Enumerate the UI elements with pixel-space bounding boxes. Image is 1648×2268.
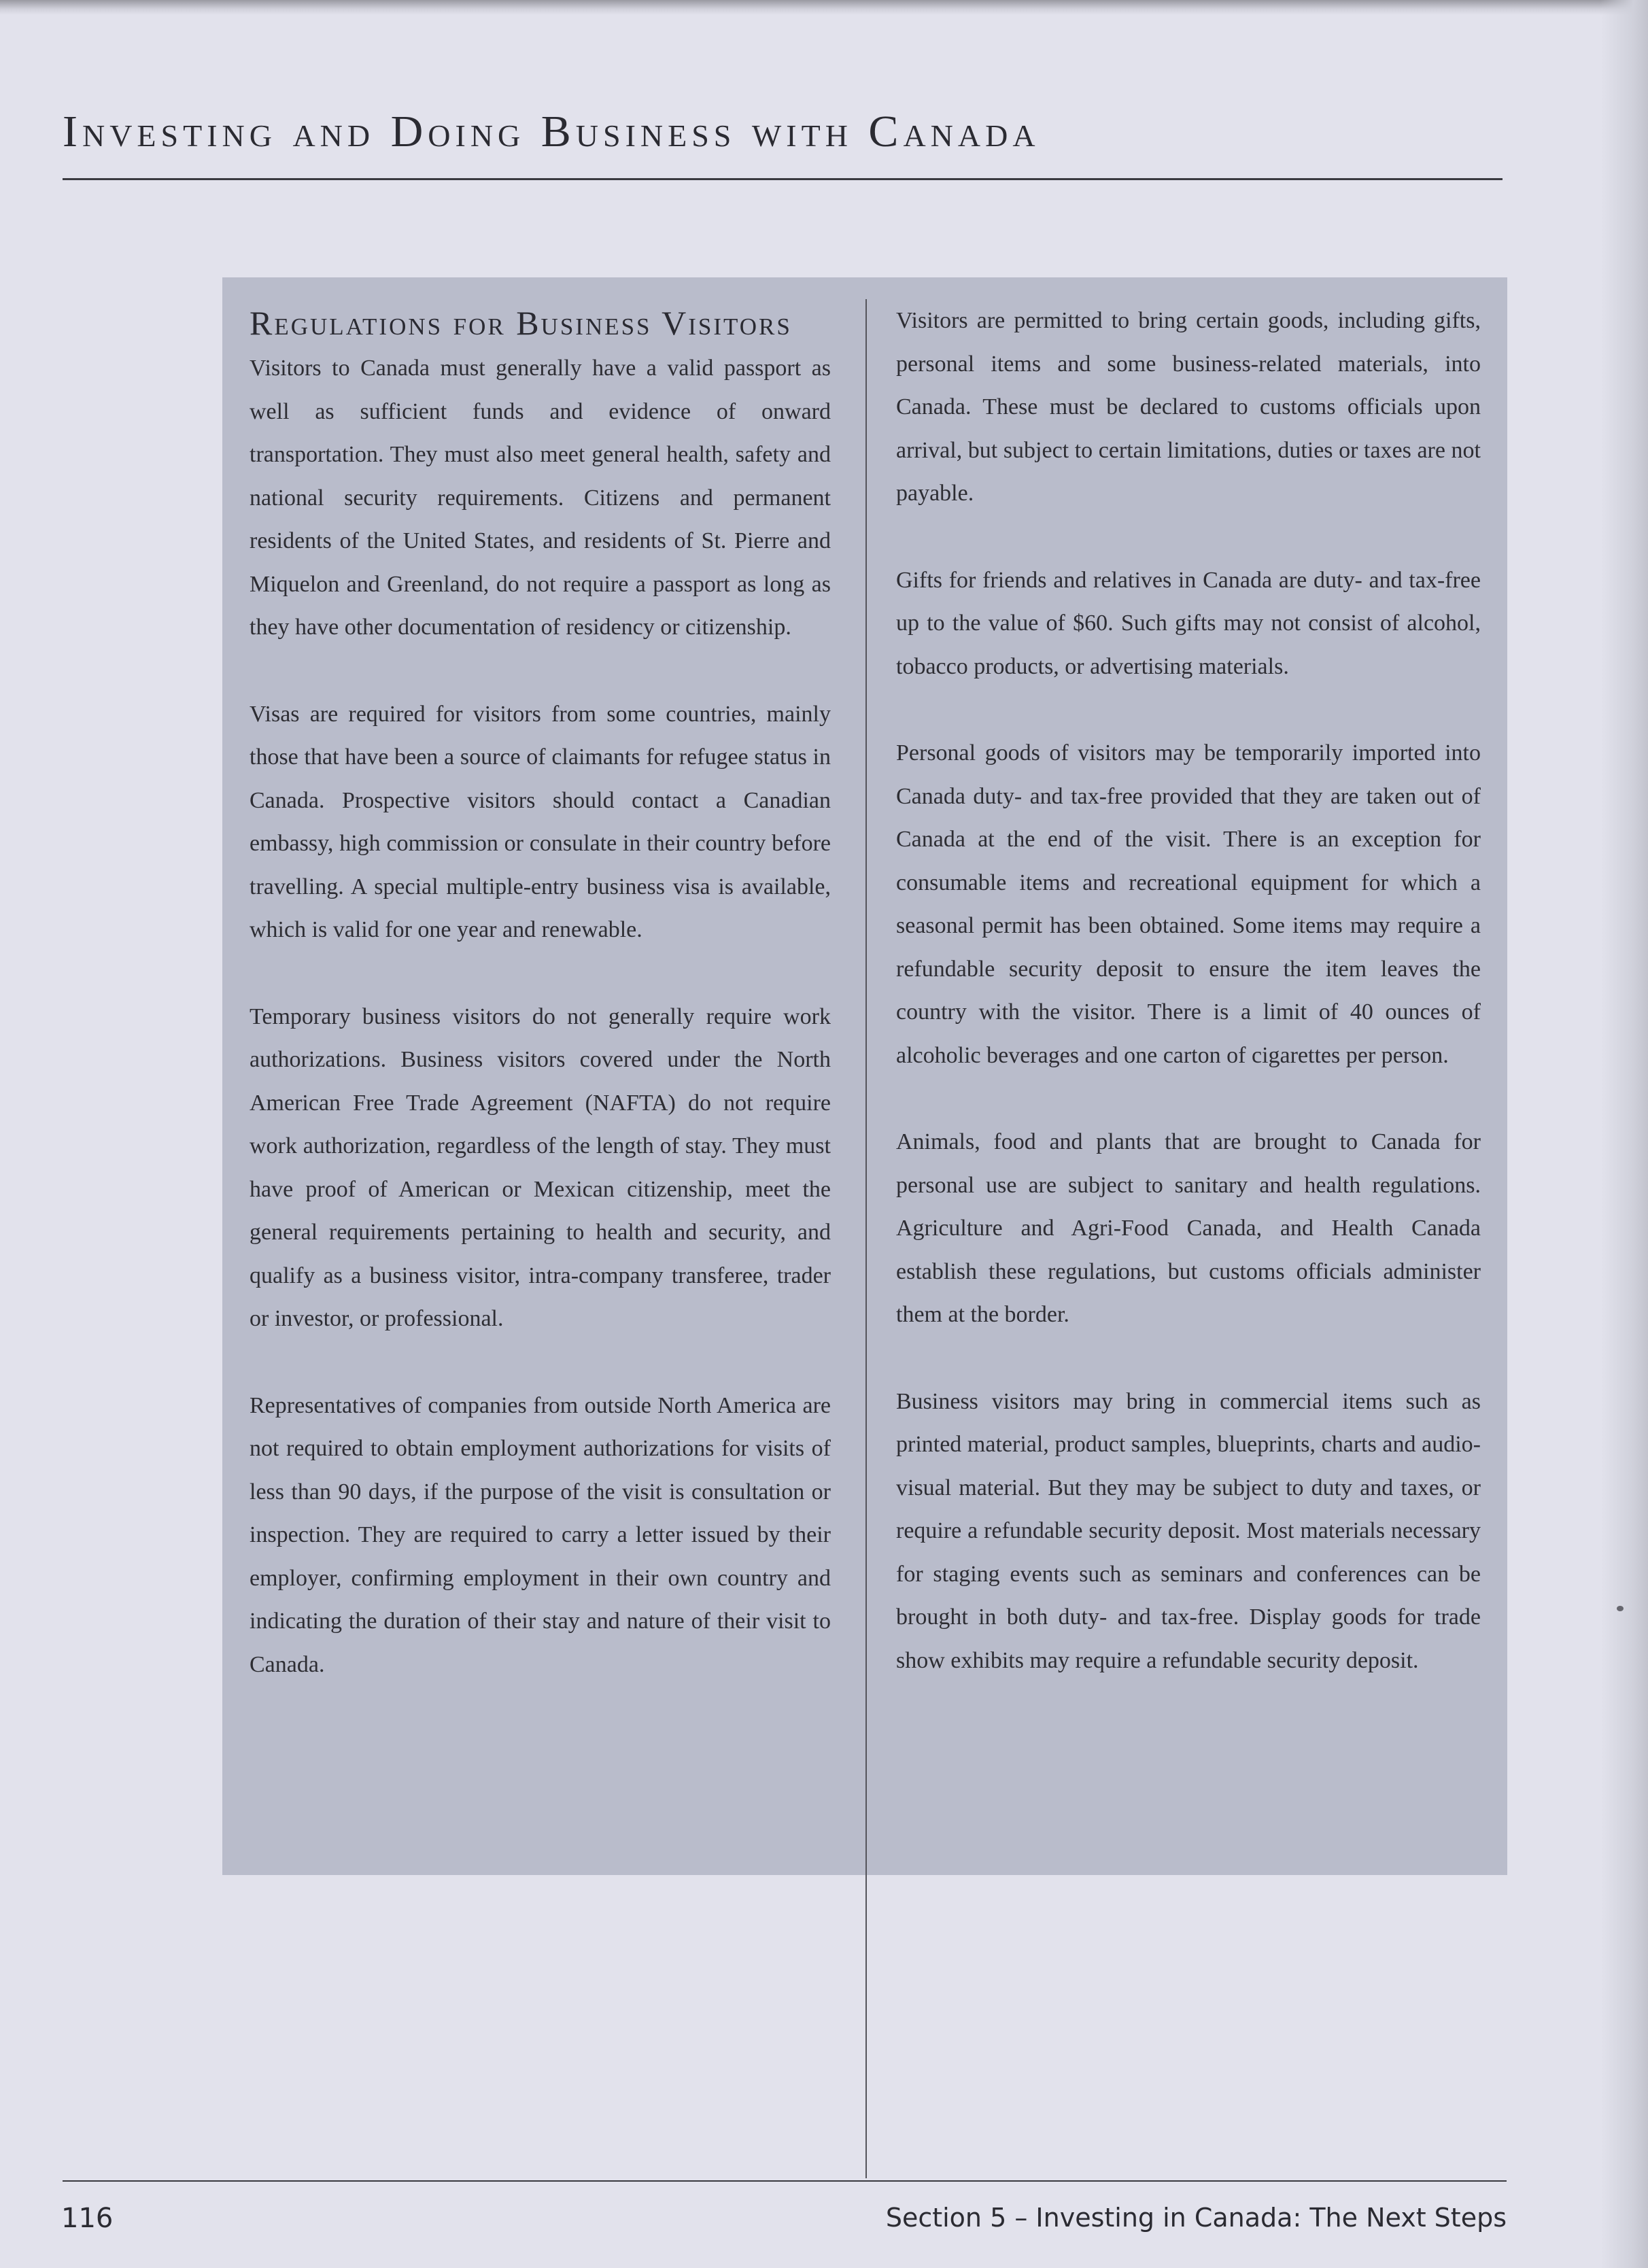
left-column [250, 299, 831, 1730]
paragraph: Visas are required for visitors from some countries, mainly those that have been a source of claimants for refugee status in Canada. Prospective visitors should contact a Canadian embassy, high commission or consulate in their country before travelling. A special multiple-entry business visa is available, which is valid for one year and renewable. [250, 701, 831, 942]
right-column [896, 299, 1481, 1725]
paragraph: Animals, food and plants that are brought to Canada for personal use are subject to sanitary and health regulations. Agriculture and Agri-Food Canada, and Health Canada establish these regulations, but customs officials administer them at the border. [896, 1129, 1481, 1327]
paragraph: Representatives of companies from outside North America are not required to obtain employment authorizations for visits of less than 90 days, if the purpose of the visit is consultation or inspection. They are required to carry a letter issued by their employer, confirming employment in their own country and indicating the duration of their stay and nature of their visit to Canada. [250, 1392, 831, 1677]
page-curl-shadow [0, 0, 1648, 15]
section-heading: Regulations for Business Visitors [250, 304, 792, 342]
footer-rule [63, 2180, 1507, 2182]
paragraph: Personal goods of visitors may be temporarily imported into Canada duty- and tax-free provided that they are taken out of Canada at the end of the visit. There is an exception for consumable items and recreational equipment for which a seasonal permit has been obtained. Some items may require a refundable security deposit to ensure the item leaves the country with the visitor. There is a limit of 40 ounces of alcoholic beverages and one carton of cigarettes per person. [896, 740, 1481, 1068]
page-number: 116 [61, 2203, 114, 2234]
paragraph: Gifts for friends and relatives in Canada are duty- and tax-free up to the value of $60. Such gifts may not consist of alcohol, tobacco products, or advertising materials. [896, 567, 1481, 679]
running-header-title: Investing and Doing Business with Canada [63, 107, 1040, 156]
page-edge-shadow [1600, 0, 1648, 2268]
header-rule [63, 178, 1503, 180]
paragraph: Temporary business visitors do not generally require work authorizations. Business visitors covered under the North American Free Trade Agreement (NAFTA) do not require work authorization, regardless of the length of stay. They must have proof of American or Mexican citizenship, meet the general requirements pertaining to health and security, and qualify as a business visitor, intra-company transferee, trader or investor, or professional. [250, 1003, 831, 1331]
footer-section-title: Section 5 – Investing in Canada: The Next Steps [885, 2203, 1507, 2233]
paragraph: Visitors to Canada must generally have a valid passport as well as sufficient funds and evidence of onward transportation. They must also meet general health, safety and national security requirements. Citizens and permanent residents of the United States, and residents of St. Pierre and Miquelon and Greenland, do not require a passport as long as they have other documentation of residency or citizenship. [250, 356, 831, 640]
scan-speck [1617, 1606, 1624, 1611]
paragraph: Visitors are permitted to bring certain goods, including gifts, personal items and some business-related materials, into Canada. These must be declared to customs officials upon arrival, but subject to certain limitations, duties or taxes are not payable. [896, 308, 1481, 506]
paragraph: Business visitors may bring in commercial items such as printed material, product samples, blueprints, charts and audio-visual material. But they may be subject to duty and taxes, or require a refundable security deposit. Most materials necessary for staging events such as seminars and conferences can be brought in both duty- and tax-free. Display goods for trade show exhibits may require a refundable security deposit. [896, 1388, 1481, 1673]
column-divider [865, 299, 867, 2178]
